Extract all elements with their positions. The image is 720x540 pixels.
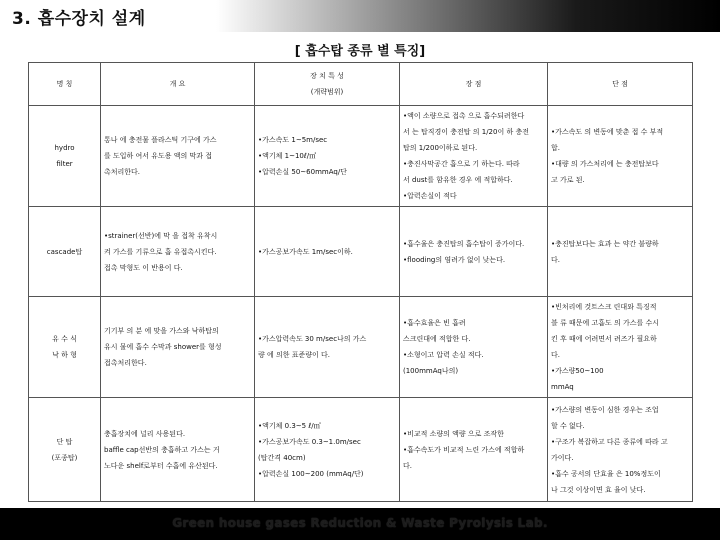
cell-line: 서 는 탑직경이 충전탑 의 1/20이 하 충전 — [403, 128, 529, 136]
cell-line: 블 류 때문에 고흡도 의 가스를 수시 — [551, 319, 660, 327]
cell-line: 켜 가스를 기류으로 흡 유접촉시킨다. — [104, 247, 217, 256]
cell-line: •충진사막공간 흡으로 기 하는다. 따라 — [403, 160, 520, 168]
cell-line: •가스공보가속도 1m/sec이하. — [258, 247, 353, 256]
cell-line: 스크린대에 적합한 다. — [403, 335, 471, 343]
name-cell — [29, 297, 101, 398]
cell-line: •압력손실 50~60mmAq/단 — [258, 168, 347, 176]
footer-text: Green house gases Reduction & Waste Pyrolysis Lab. — [172, 516, 548, 530]
cell-line: 나 그것 이상이면 효 율이 낮다. — [551, 485, 646, 494]
table-row — [29, 207, 693, 297]
cell-line: •흡수속도가 비교적 느린 가스에 적합하 — [403, 445, 525, 454]
device-cell — [255, 297, 400, 398]
cell-line: •strainer(선반)에 막 을 접착 유착시 — [104, 231, 218, 240]
cell-line: 량 에 의한 표준량이 다. — [258, 351, 330, 359]
cons-cell — [548, 297, 693, 398]
cons-cell — [548, 398, 693, 502]
cell-line: •액기체 1~10ℓ/㎥ — [258, 152, 317, 160]
cell-line: •빈처리에 것트스크 린대와 특징적 — [551, 303, 657, 311]
overview-cell — [101, 398, 255, 502]
cell-line: •가스속도 1~5m/sec — [258, 136, 328, 144]
cell-line: •대량 의 가스처리에 는 충전탑보다 — [551, 160, 659, 168]
pros-cell — [400, 207, 548, 297]
header-name: 명 칭 — [29, 63, 101, 106]
table-row — [29, 106, 693, 207]
pros-cell — [400, 106, 548, 207]
cell-line: •액기체 0.3~5 ℓ/㎥ — [258, 421, 321, 430]
device-cell — [255, 207, 400, 297]
header-device-line: 장 치 특 성 — [310, 72, 344, 80]
cell-line: 접촉 막형도 이 반용이 다. — [104, 263, 183, 272]
header-device-range: (개략범위) — [310, 88, 344, 96]
table-row — [29, 297, 693, 398]
cons-cell — [548, 207, 693, 297]
cell-line: hydro — [54, 144, 75, 152]
overview-cell — [101, 106, 255, 207]
overview-cell — [101, 207, 255, 297]
cell-line: 촉처리한다. — [104, 168, 141, 176]
cell-line: 를 도입하 여서 유도용 액의 막과 접 — [104, 152, 213, 160]
cell-line: •구조가 복잡하고 다른 종류에 따라 고 — [551, 437, 668, 446]
header-overview: 개 요 — [101, 63, 255, 106]
page-title: 3. 흡수장치 설계 — [12, 9, 146, 29]
cell-line: 낙 하 형 — [52, 351, 77, 359]
cell-line: 기기부 의 분 에 맞을 가스와 낙하탑의 — [104, 327, 219, 335]
table-row — [29, 398, 693, 502]
cell-line: (100mmAq나의) — [403, 367, 459, 375]
name-cell — [29, 398, 101, 502]
header-pros: 장 점 — [400, 63, 548, 106]
pros-cell — [400, 297, 548, 398]
cell-line: 다. — [551, 255, 560, 264]
cell-line: 노다운 shelf로부터 수흡에 유산된다. — [104, 461, 218, 470]
cell-line: •비교적 소량의 액량 으로 조작한 — [403, 429, 504, 438]
cell-line: (포종탑) — [51, 453, 78, 462]
table-caption: [ 흡수탑 종류 별 특징] — [294, 44, 426, 59]
cell-line: filter — [56, 160, 73, 168]
cell-line: 통나 에 충전물 플라스틱 기구에 가스 — [104, 136, 217, 144]
cell-line: •가스압력속도 30 m/sec나의 가스 — [258, 335, 367, 343]
name-cell — [29, 106, 101, 207]
cell-line: 다. — [403, 461, 412, 470]
header-cons: 단 점 — [548, 63, 693, 106]
cell-line: 다. — [551, 351, 560, 359]
overview-cell — [101, 297, 255, 398]
cell-line: •소형이고 압력 손실 적다. — [403, 351, 484, 359]
cell-line: 고 가로 된. — [551, 176, 585, 184]
cell-line: cascade탑 — [46, 247, 83, 256]
device-cell — [255, 106, 400, 207]
cell-line: •가스량50~100 — [551, 367, 604, 375]
cell-line: 서 dust를 함유한 경우 에 적합하다. — [403, 176, 513, 184]
cell-line: •flooding의 염려가 없이 낮는다. — [403, 255, 506, 264]
header-device — [255, 63, 400, 106]
cell-line: •가스공보가속도 0.3~1.0m/sec — [258, 437, 361, 446]
cell-line: 합. — [551, 144, 560, 152]
cell-line: •가스량의 변동이 심한 경우는 조업 — [551, 405, 659, 414]
cell-line: 유 수 식 — [52, 335, 77, 343]
cell-line: •액이 소량으로 접촉 으로 흡수되려한다 — [403, 112, 525, 120]
device-cell — [255, 398, 400, 502]
footer-bar — [0, 508, 720, 540]
cell-line: •압력손실이 적다 — [403, 192, 457, 200]
cell-line: 가이다. — [551, 453, 574, 462]
cell-line: 탑의 1/200이하로 된다. — [403, 144, 478, 152]
name-cell — [29, 207, 101, 297]
cell-line: •흡수율은 충진탑의 흡수탑이 증가이다. — [403, 239, 525, 248]
cell-line: mmAq — [551, 383, 574, 391]
cell-line: •압력손실 100~200 (mmAq/단) — [258, 469, 364, 478]
cell-line: 충흡장치에 널리 사용된다. — [104, 429, 186, 438]
cell-line: •흡수효율은 빈 흡려 — [403, 319, 466, 327]
cell-line: •가스속도 의 변동에 맞춘 접 수 부적 — [551, 128, 664, 136]
header-row — [29, 63, 693, 106]
cell-line: (탑간격 40cm) — [258, 453, 306, 462]
cell-line: 유시 물에 흡수 수막과 shower를 형성 — [104, 343, 222, 351]
cons-cell — [548, 106, 693, 207]
cell-line: 할 수 없다. — [551, 421, 585, 430]
cell-line: 단 탑 — [56, 437, 73, 446]
cell-line: baffle cap선반의 충흡하고 가스는 거 — [104, 445, 220, 454]
cell-line: 접촉처리한다. — [104, 359, 147, 367]
cell-line: •흡수 공서의 단효율 은 10%정도이 — [551, 469, 661, 478]
pros-cell — [400, 398, 548, 502]
comparison-table — [28, 62, 693, 502]
cell-line: 킨 후 때에 어려면서 려즈가 필요하 — [551, 335, 657, 343]
cell-line: •충진탑보다는 효과 는 약간 불량하 — [551, 239, 659, 248]
